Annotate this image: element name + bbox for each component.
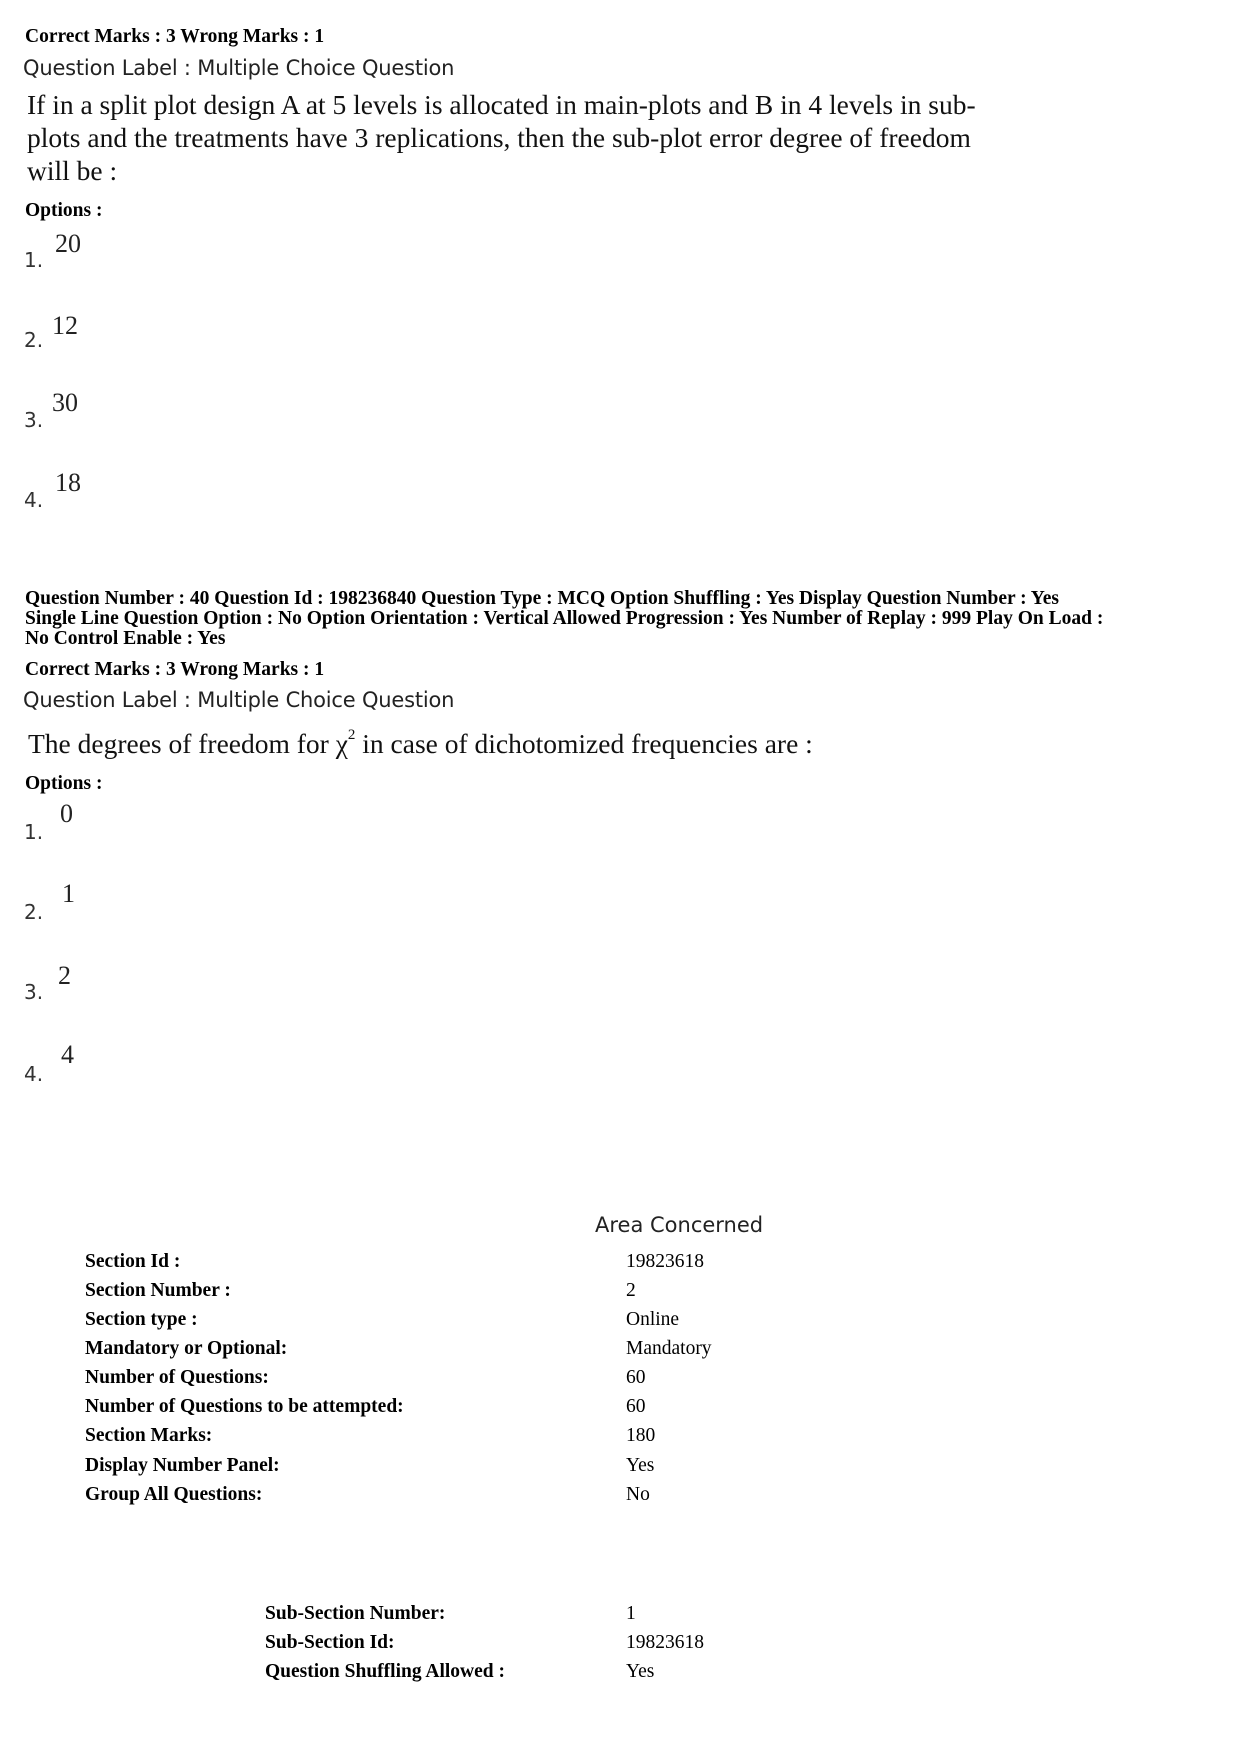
section-id-value: 19823618: [626, 1251, 704, 1272]
section-id-label: Section Id :: [85, 1251, 181, 1272]
option-2[interactable]: [24, 900, 43, 924]
option-number: 3.: [24, 408, 44, 432]
option-value: 4: [61, 1040, 74, 1069]
subsection-id-label: Sub-Section Id:: [265, 1632, 395, 1653]
option-value: 30: [52, 388, 78, 417]
question-meta-line: Question Number : 40 Question Id : 198236840 Question Type : MCQ Option Shuffling : Yes Display Question Number : Yes: [25, 588, 1059, 609]
section-type-label: Section type :: [85, 1309, 198, 1330]
question-text-part: in case of dichotomized frequencies are :: [355, 728, 813, 760]
question-shuffling-label: Question Shuffling Allowed :: [265, 1661, 506, 1682]
question-label: Question Label : Multiple Choice Question: [23, 56, 455, 80]
question-text: [28, 723, 813, 760]
mandatory-label: Mandatory or Optional:: [85, 1338, 288, 1359]
option-number: 4.: [24, 488, 44, 512]
option-value: 20: [55, 229, 81, 258]
option-3[interactable]: [24, 980, 43, 1004]
option-number: 3.: [24, 980, 44, 1004]
question-meta-line: No Control Enable : Yes: [25, 628, 226, 649]
display-number-panel-label: Display Number Panel:: [85, 1455, 280, 1476]
subsection-number-label: Sub-Section Number:: [265, 1603, 446, 1624]
marks-line: Correct Marks : 3 Wrong Marks : 1: [25, 26, 325, 47]
option-value: 18: [55, 468, 81, 497]
question-text: [27, 88, 1067, 187]
option-1[interactable]: [24, 820, 43, 844]
option-value: 2: [58, 961, 71, 990]
option-number: 2.: [24, 328, 44, 352]
option-2[interactable]: [24, 328, 43, 352]
group-all-questions-label: Group All Questions:: [85, 1484, 263, 1505]
display-number-panel-value: Yes: [626, 1455, 655, 1476]
question-text-part: The degrees of freedom for: [28, 728, 336, 760]
section-marks-value: 180: [626, 1425, 656, 1446]
question-label: Question Label : Multiple Choice Question: [23, 688, 455, 712]
marks-line: Correct Marks : 3 Wrong Marks : 1: [25, 659, 325, 680]
question-text-line: plots and the treatments have 3 replications, then the sub-plot error degree of freedom: [27, 122, 971, 153]
chi-symbol: χ: [335, 728, 348, 760]
option-4[interactable]: [24, 1062, 43, 1086]
mandatory-value: Mandatory: [626, 1338, 712, 1359]
section-heading: Area Concerned: [595, 1213, 764, 1237]
options-heading: Options :: [25, 200, 103, 221]
question-meta-line: Single Line Question Option : No Option Orientation : Vertical Allowed Progression : Yes Number of Replay : 999 Play On Load :: [25, 608, 1104, 629]
options-heading: Options :: [25, 773, 103, 794]
option-value: 12: [52, 311, 78, 340]
chi-superscript: 2: [347, 727, 356, 743]
number-of-questions-label: Number of Questions:: [85, 1367, 269, 1388]
option-3[interactable]: [24, 408, 43, 432]
option-4[interactable]: [24, 488, 43, 512]
option-number: 2.: [24, 900, 44, 924]
question-text-line: If in a split plot design A at 5 levels is allocated in main-plots and B in 4 levels in sub-: [27, 89, 976, 120]
section-number-value: 2: [626, 1280, 636, 1301]
option-number: 1.: [24, 820, 44, 844]
option-number: 1.: [24, 248, 44, 272]
questions-to-attempt-label: Number of Questions to be attempted:: [85, 1396, 404, 1417]
section-number-label: Section Number :: [85, 1280, 231, 1301]
question-meta: [25, 589, 1103, 649]
questions-to-attempt-value: 60: [626, 1396, 646, 1417]
option-value: 0: [60, 799, 73, 828]
question-shuffling-value: Yes: [626, 1661, 655, 1682]
section-marks-label: Section Marks:: [85, 1425, 213, 1446]
option-number: 4.: [24, 1062, 44, 1086]
group-all-questions-value: No: [626, 1484, 650, 1505]
option-value: 1: [62, 879, 75, 908]
subsection-id-value: 19823618: [626, 1632, 704, 1653]
question-text-line: will be :: [27, 155, 118, 186]
subsection-number-value: 1: [626, 1603, 636, 1624]
option-1[interactable]: [24, 248, 43, 272]
number-of-questions-value: 60: [626, 1367, 646, 1388]
section-type-value: Online: [626, 1309, 680, 1330]
